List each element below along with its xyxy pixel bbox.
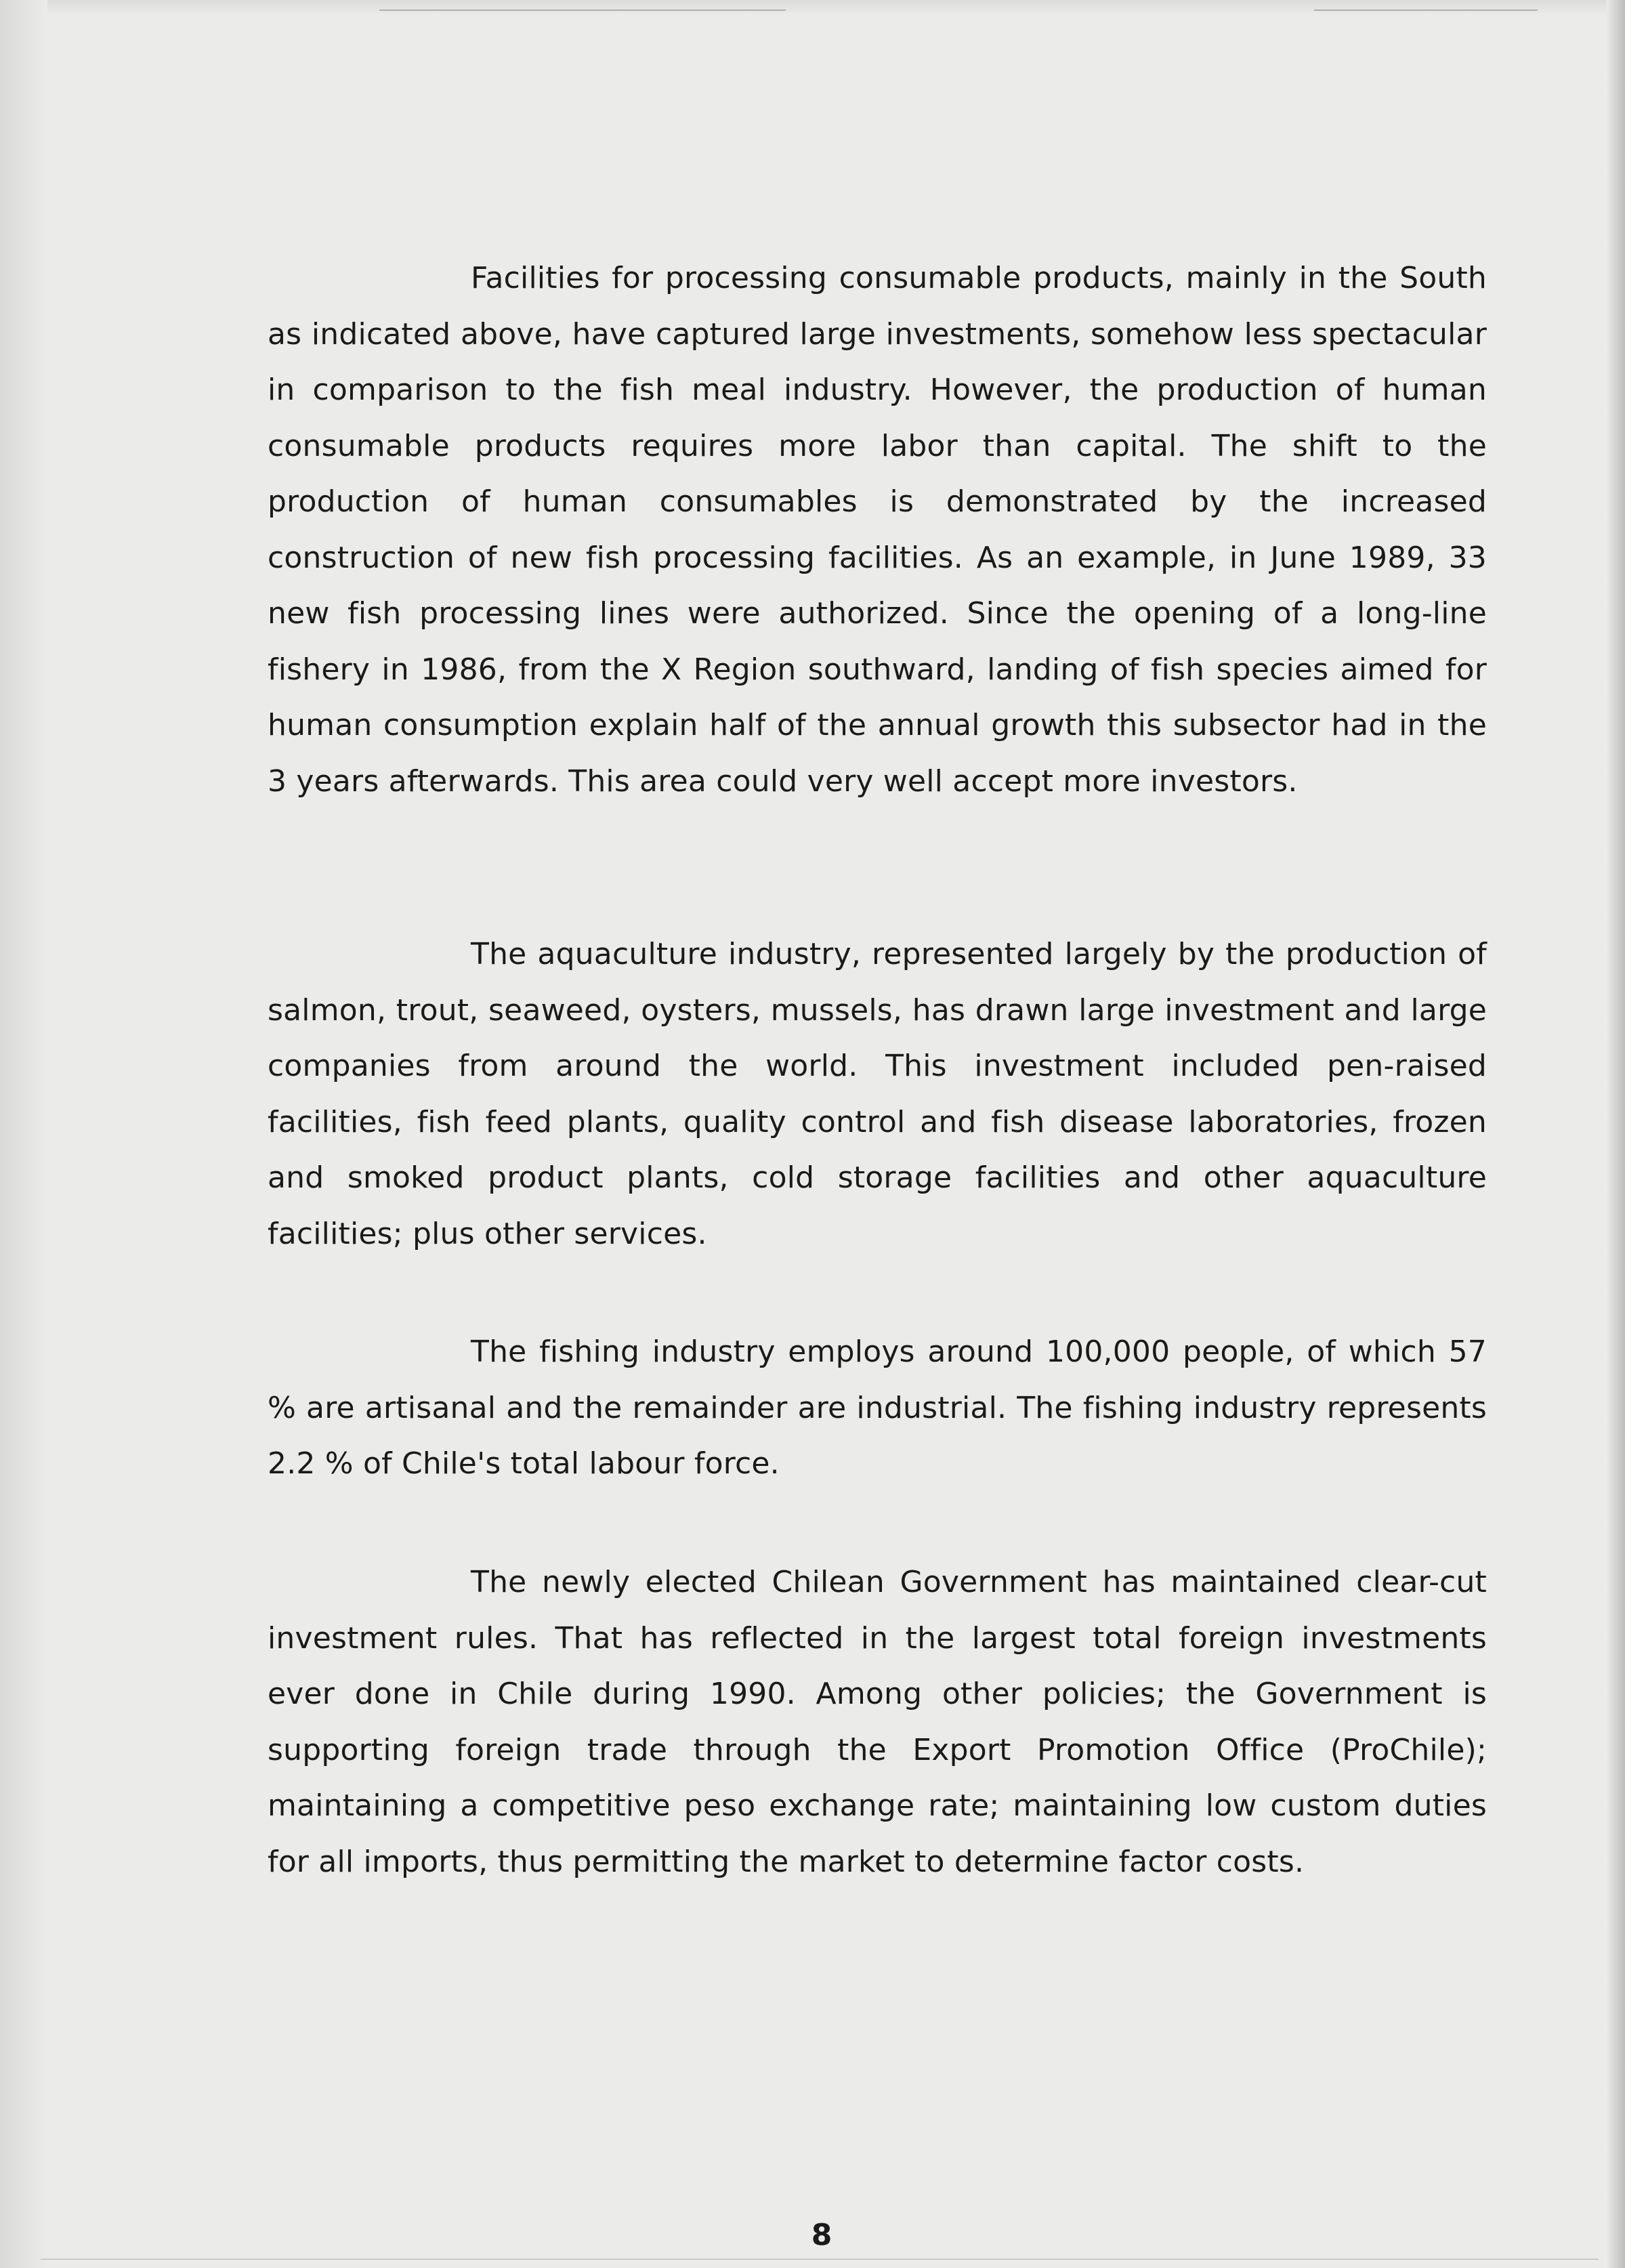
page-number: 8	[811, 2218, 832, 2252]
page-right-shadow	[1606, 0, 1625, 2268]
page-bottom-edge	[41, 2259, 1599, 2260]
paragraph-text: Facilities for processing consumable products, mainly in the South as indicated above, have captured large investments, somehow less spectacular in comparison to the fish meal industry. However, the production of human consumable products requires more labor than capital. The shift to the production of human consumables is demonstrated by the increased construction of new fish processing facilities. As an example, in June 1989, 33 new fish processing lines were authorized. Since the opening of a long-line fishery in 1986, from the X Region southward, landing of fish species aimed for human consumption explain half of the annual growth this subsector had in the 3 years afterwards. This area could very well accept more investors.	[268, 261, 1487, 799]
paragraph-text: The newly elected Chilean Government has maintained clear-cut investment rules. That has reflected in the largest total foreign investments ever done in Chile during 1990. Among other policies; the Government is supporting foreign trade through the Export Promotion Office (ProChile); maintaining a competitive peso exchange rate; maintaining low custom duties for all imports, thus permitting the market to determine factor costs.	[268, 1565, 1487, 1879]
scan-artifact-line	[1314, 9, 1538, 11]
body-paragraph	[268, 251, 1487, 810]
body-paragraph	[268, 927, 1487, 1262]
body-paragraph	[268, 1324, 1487, 1492]
page-top-edge	[0, 0, 1625, 15]
paragraph-text: The fishing industry employs around 100,000 people, of which 57 % are artisanal and the remainder are industrial. The fishing industry represents 2.2 % of Chile's total labour force.	[268, 1335, 1487, 1481]
page-left-shadow	[0, 0, 47, 2268]
scan-artifact-line	[379, 9, 786, 11]
paragraph-text: The aquaculture industry, represented largely by the production of salmon, trout, seaweed, oysters, mussels, has drawn large investment and large companies from around the world. This investment included pen-raised facilities, fish feed plants, quality control and fish disease laboratories, frozen and smoked product plants, cold storage facilities and other aquaculture facilities; plus other services.	[268, 937, 1487, 1251]
body-paragraph	[268, 1555, 1487, 1890]
